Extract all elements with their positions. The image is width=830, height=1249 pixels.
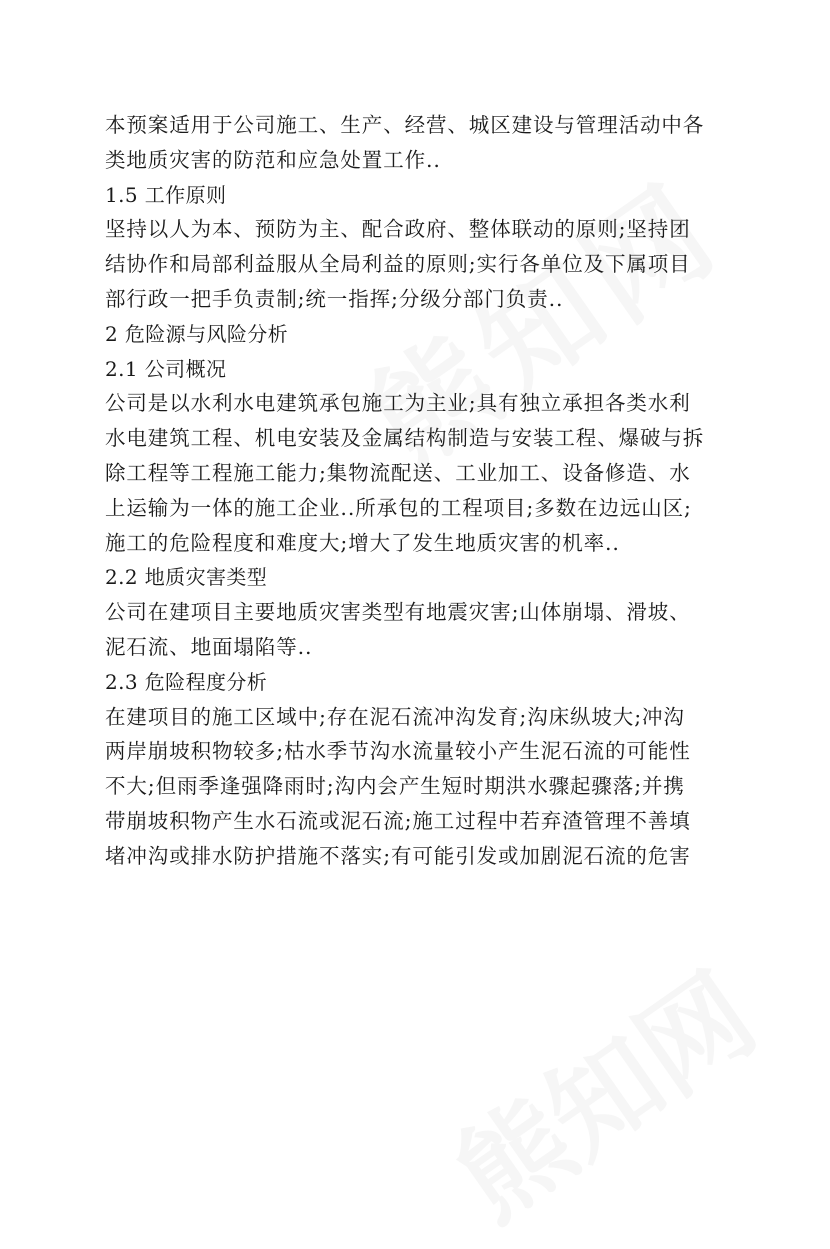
section-heading: 2.3 危险程度分析 (105, 669, 268, 694)
watermark (420, 931, 781, 1249)
section-heading: 1.5 工作原则 (105, 182, 227, 207)
paragraph-line: 堵冲沟或排水防护措施不落实;有可能引发或加剧泥石流的危害 (105, 843, 691, 868)
document-body (105, 108, 745, 874)
paragraph-line: 坚持以人为本、预防为主、配合政府、整体联动的原则;坚持团 (105, 217, 691, 242)
paragraph-line: 带崩坡积物产生水石流或泥石流;施工过程中若弃渣管理不善填 (105, 808, 691, 833)
paragraph-line: 水电建筑工程、机电安装及金属结构制造与安装工程、爆破与拆 (105, 426, 705, 451)
section-heading: 2.1 公司概况 (105, 356, 227, 381)
paragraph-line: 泥石流、地面塌陷等.. (105, 634, 313, 659)
paragraph-line: 施工的危险程度和难度大;增大了发生地质灾害的机率.. (105, 530, 620, 555)
section-heading: 2 危险源与风险分析 (105, 321, 289, 346)
paragraph-line: 两岸崩坡积物较多;枯水季节沟水流量较小产生泥石流的可能性 (105, 739, 691, 764)
paragraph-line: 在建项目的施工区域中;存在泥石流冲沟发育;沟床纵坡大;冲沟 (105, 704, 685, 729)
paragraph-line: 部行政一把手负责制;统一指挥;分级分部门负责.. (105, 286, 564, 311)
paragraph-line: 除工程等工程施工能力;集物流配送、工业加工、设备修造、水 (105, 460, 691, 485)
paragraph-line: 类地质灾害的防范和应急处置工作.. (105, 147, 441, 172)
paragraph-line: 公司在建项目主要地质灾害类型有地震灾害;山体崩塌、滑坡、 (105, 600, 691, 625)
paragraph-line: 不大;但雨季逢强降雨时;沟内会产生短时期洪水骤起骤落;并携 (105, 774, 685, 799)
paragraph-line: 公司是以水利水电建筑承包施工为主业;具有独立承担各类水利 (105, 391, 691, 416)
paragraph-line: 结协作和局部利益服从全局利益的原则;实行各单位及下属项目 (105, 252, 691, 277)
paragraph-line: 本预案适用于公司施工、生产、经营、城区建设与管理活动中各 (105, 113, 705, 137)
section-heading: 2.2 地质灾害类型 (105, 565, 268, 590)
paragraph-line: 上运输为一体的施工企业..所承包的工程项目;多数在边远山区; (105, 495, 692, 520)
